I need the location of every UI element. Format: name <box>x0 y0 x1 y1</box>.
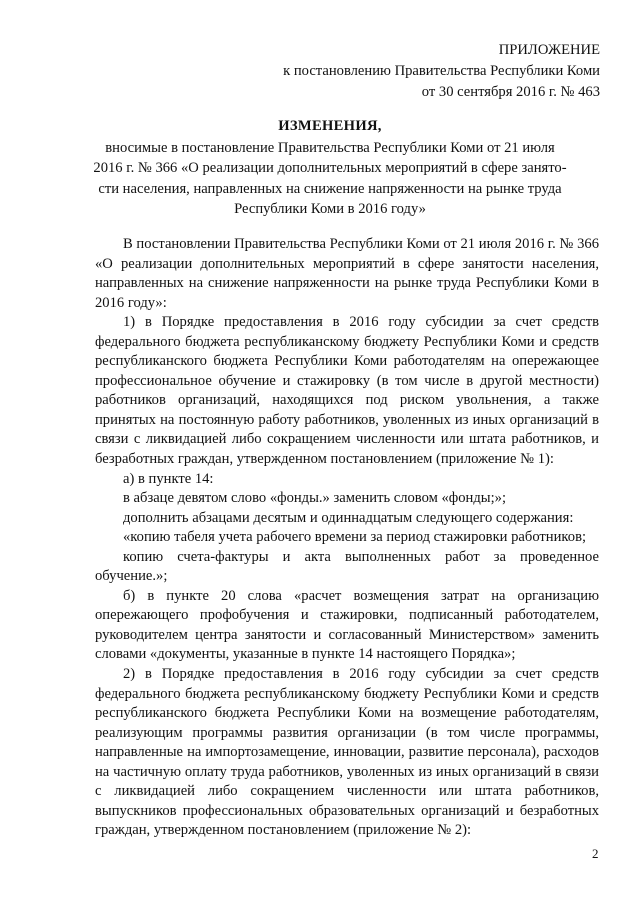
appendix-header <box>283 40 600 103</box>
paragraph-item-2: 2) в Порядке предоставления в 2016 году субсидии за счет средств федерального бюджета республиканскому бюджету Республики Коми и средств республиканского бюджета Республики Коми на возмещение работодателям, реализующим программы развития организации (в том числе программы, направленные на импортозамещение, инновации, развитие персонала), расходов на частичную оплату труда работников, уволенных из иных организаций в связи с ликвидацией либо сокращением численности или штата работников, выпускников профессиональных образовательных организаций и безработных граждан, утвержденном постановлением (приложение № 2): <box>95 666 599 839</box>
appendix-label: ПРИЛОЖЕНИЕ <box>498 42 600 58</box>
appendix-date: от 30 сентября 2016 г. № 463 <box>421 84 600 100</box>
title-heading: ИЗМЕНЕНИЯ, <box>278 118 382 134</box>
paragraph-text: в абзаце девятом слово «фонды.» заменить словом «фонды;»; <box>123 490 506 507</box>
title-line: сти населения, направленных на снижение напряженности на рынке труда <box>98 180 562 197</box>
paragraph-subitem-a: а) в пункте 14: <box>123 470 214 487</box>
paragraph-quote: копию счета-фактуры и акта выполненных работ за проведенное обучение.»; <box>95 548 599 585</box>
title-line: вносимые в постановление Правительства Республики Коми от 21 июля <box>105 139 555 156</box>
paragraph-intro: В постановлении Правительства Республики Коми от 21 июля 2016 г. № 366 «О реализации дополнительных мероприятий в сфере занятости населения, направленных на снижение напряженности на рынке труда Республики Коми в 2016 году»: <box>95 236 599 311</box>
page-number: 2 <box>592 846 599 861</box>
document-title <box>60 116 600 220</box>
paragraph-item-1: 1) в Порядке предоставления в 2016 году субсидии за счет средств федерального бюджета республиканскому бюджету Республики Коми и средств республиканского бюджета Республики Коми работодателям на опережающее профессиональное обучение и стажировку (в том числе в другой местности) работников организаций, находящихся под риском увольнения, а также принятых на постоянную работу работников, уволенных из иных организаций в связи с ликвидацией либо сокращением численности или штата работников, и безработных граждан, утвержденном постановлением (приложение № 1): <box>95 314 599 468</box>
paragraph-subitem-b: б) в пункте 20 слова «расчет возмещения затрат на организацию опережающего профобучения и стажировки, подписанный работодателем, руководителем центра занятости и согласованный Министерством» заменить словами «документы, указанные в пункте 14 настоящего Порядка»; <box>95 587 599 663</box>
title-line: 2016 г. № 366 «О реализации дополнительных мероприятий в сфере занято- <box>93 160 567 176</box>
paragraph-text: дополнить абзацами десятым и одиннадцатым следующего содержания: <box>123 509 574 526</box>
document-body <box>95 235 599 841</box>
paragraph-quote: «копию табеля учета рабочего времени за период стажировки работников; <box>123 529 587 546</box>
title-line: Республики Коми в 2016 году» <box>234 201 426 217</box>
appendix-reference: к постановлению Правительства Республики Коми <box>283 63 600 79</box>
